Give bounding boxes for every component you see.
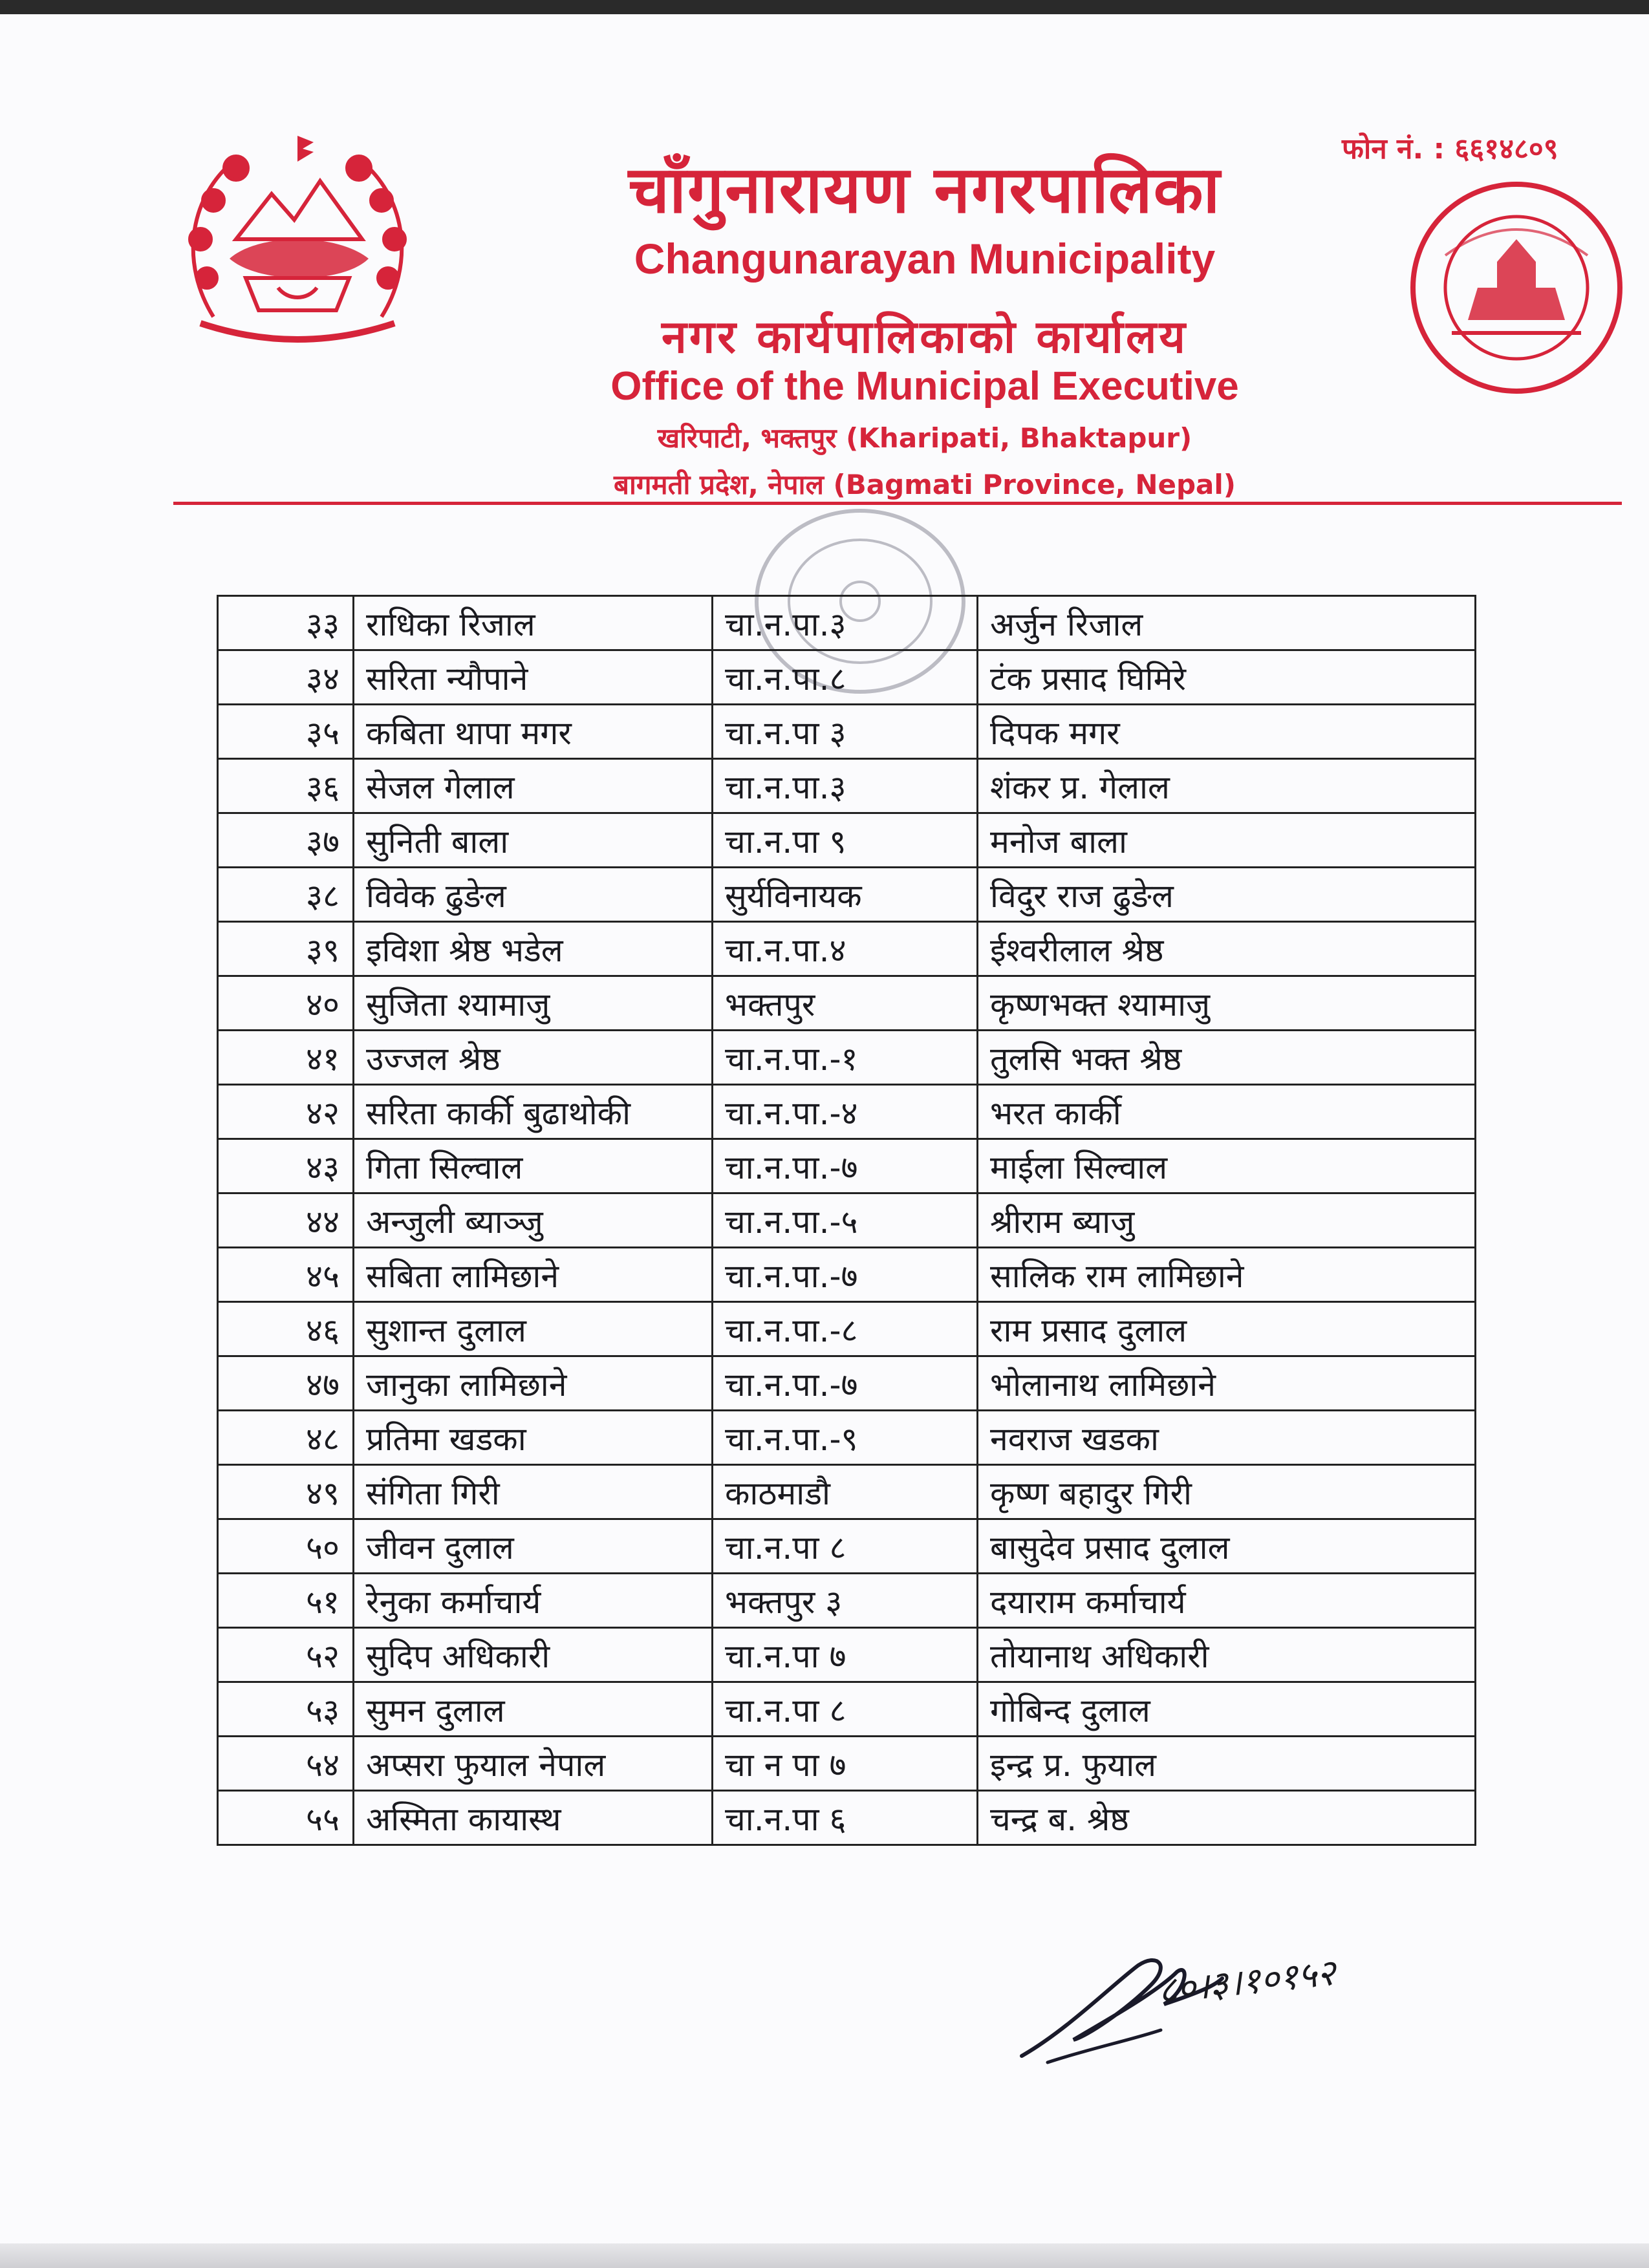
table-row	[218, 813, 1476, 868]
serial-number-cell: ४२	[218, 1085, 354, 1139]
guardian-name-cell: ईश्वरीलाल श्रेष्ठ	[978, 922, 1476, 976]
table-row	[218, 1628, 1476, 1682]
address-cell: चा.न.पा.-१	[713, 1031, 978, 1085]
serial-number-cell: ३५	[218, 705, 354, 759]
serial-number-cell: ४५	[218, 1248, 354, 1302]
student-name-cell: जानुका लामिछाने	[354, 1356, 713, 1411]
serial-number-cell: ५४	[218, 1737, 354, 1791]
student-name-cell: राधिका रिजाल	[354, 596, 713, 650]
table-row	[218, 759, 1476, 813]
table-row	[218, 1139, 1476, 1193]
student-name-cell: सुजिता श्यामाजु	[354, 976, 713, 1031]
student-name-cell: अस्मिता कायास्थ	[354, 1791, 713, 1845]
student-name-cell: अप्सरा फुयाल नेपाल	[354, 1737, 713, 1791]
address-cell: चा.न.पा.-५	[713, 1193, 978, 1248]
serial-number-cell: ३८	[218, 868, 354, 922]
municipality-title-np: चाँगुनारायण नगरपालिका	[628, 152, 1222, 228]
address-line-1: खरिपाटी, भक्तपुर (Kharipati, Bhaktapur)	[657, 422, 1192, 454]
student-name-cell: रेनुका कर्माचार्य	[354, 1574, 713, 1628]
address-cell: चा.न.पा ८	[713, 1519, 978, 1574]
address-cell: चा.न.पा ८	[713, 1682, 978, 1737]
table-row	[218, 1031, 1476, 1085]
serial-number-cell: ३७	[218, 813, 354, 868]
table-row	[218, 1737, 1476, 1791]
serial-number-cell: ३६	[218, 759, 354, 813]
student-name-cell: सुमन दुलाल	[354, 1682, 713, 1737]
student-name-cell: सुशान्त दुलाल	[354, 1302, 713, 1356]
serial-number-cell: ५०	[218, 1519, 354, 1574]
student-name-cell: जीवन दुलाल	[354, 1519, 713, 1574]
student-name-cell: गिता सिल्वाल	[354, 1139, 713, 1193]
student-name-cell: इविशा श्रेष्ठ भडेल	[354, 922, 713, 976]
guardian-name-cell: गोबिन्द दुलाल	[978, 1682, 1476, 1737]
table-row	[218, 650, 1476, 705]
municipality-seal-icon	[1406, 178, 1626, 398]
office-title-en: Office of the Municipal Executive	[610, 364, 1239, 409]
table-row	[218, 1791, 1476, 1845]
address-cell: चा.न.पा ३	[713, 705, 978, 759]
table-row	[218, 1302, 1476, 1356]
serial-number-cell: ४१	[218, 1031, 354, 1085]
student-list-table	[217, 595, 1476, 1846]
address-cell: चा.न.पा.-७	[713, 1248, 978, 1302]
table-row	[218, 1519, 1476, 1574]
address-cell: चा.न.पा.-७	[713, 1139, 978, 1193]
guardian-name-cell: सालिक राम लामिछाने	[978, 1248, 1476, 1302]
office-title-np: नगर कार्यपालिकाको कार्यालय	[661, 310, 1189, 363]
guardian-name-cell: श्रीराम ब्याजु	[978, 1193, 1476, 1248]
serial-number-cell: ४७	[218, 1356, 354, 1411]
table-row	[218, 1193, 1476, 1248]
guardian-name-cell: इन्द्र प्र. फुयाल	[978, 1737, 1476, 1791]
serial-number-cell: ४८	[218, 1411, 354, 1465]
guardian-name-cell: टंक प्रसाद घिमिरे	[978, 650, 1476, 705]
address-cell: चा.न.पा.४	[713, 922, 978, 976]
student-name-cell: सुनिती बाला	[354, 813, 713, 868]
guardian-name-cell: तुलसि भक्त श्रेष्ठ	[978, 1031, 1476, 1085]
student-name-cell: सबिता लामिछाने	[354, 1248, 713, 1302]
address-cell: चा.न.पा.३	[713, 596, 978, 650]
address-cell: काठमाडौ	[713, 1465, 978, 1519]
address-line-2: बागमती प्रदेश, नेपाल (Bagmati Province, Nepal)	[614, 469, 1236, 500]
guardian-name-cell: कृष्ण बहादुर गिरी	[978, 1465, 1476, 1519]
table-row	[218, 1248, 1476, 1302]
guardian-name-cell: राम प्रसाद दुलाल	[978, 1302, 1476, 1356]
address-cell: चा.न.पा ६	[713, 1791, 978, 1845]
student-name-cell: सरिता न्यौपाने	[354, 650, 713, 705]
table-row	[218, 976, 1476, 1031]
scan-edge-bottom	[0, 2243, 1649, 2268]
student-name-cell: सरिता कार्की बुढाथोकी	[354, 1085, 713, 1139]
serial-number-cell: ४६	[218, 1302, 354, 1356]
guardian-name-cell: कृष्णभक्त श्यामाजु	[978, 976, 1476, 1031]
serial-number-cell: ५२	[218, 1628, 354, 1682]
student-name-cell: अन्जुली ब्याञ्जु	[354, 1193, 713, 1248]
serial-number-cell: ३९	[218, 922, 354, 976]
guardian-name-cell: दिपक मगर	[978, 705, 1476, 759]
address-cell: चा.न.पा.८	[713, 650, 978, 705]
address-cell: भक्तपुर ३	[713, 1574, 978, 1628]
table-row	[218, 1574, 1476, 1628]
address-cell: सुर्यविनायक	[713, 868, 978, 922]
student-name-cell: विवेक ढुङेल	[354, 868, 713, 922]
serial-number-cell: ५५	[218, 1791, 354, 1845]
guardian-name-cell: अर्जुन रिजाल	[978, 596, 1476, 650]
address-cell: चा.न.पा.३	[713, 759, 978, 813]
table-row	[218, 868, 1476, 922]
nepal-emblem-icon	[175, 123, 420, 356]
student-name-cell: सुदिप अधिकारी	[354, 1628, 713, 1682]
scan-edge-top	[0, 0, 1649, 14]
guardian-name-cell: नवराज खडका	[978, 1411, 1476, 1465]
serial-number-cell: ४०	[218, 976, 354, 1031]
serial-number-cell: ५१	[218, 1574, 354, 1628]
serial-number-cell: ३४	[218, 650, 354, 705]
address-cell: चा.न.पा.-८	[713, 1302, 978, 1356]
table-row	[218, 596, 1476, 650]
table-row	[218, 1465, 1476, 1519]
serial-number-cell: ४४	[218, 1193, 354, 1248]
address-cell: चा.न.पा.-७	[713, 1356, 978, 1411]
serial-number-cell: ३३	[218, 596, 354, 650]
table-row	[218, 705, 1476, 759]
address-cell: चा.न.पा ७	[713, 1628, 978, 1682]
student-name-cell: प्रतिमा खडका	[354, 1411, 713, 1465]
guardian-name-cell: माईला सिल्वाल	[978, 1139, 1476, 1193]
address-cell: चा.न.पा.-९	[713, 1411, 978, 1465]
guardian-name-cell: भोलानाथ लामिछाने	[978, 1356, 1476, 1411]
table-row	[218, 922, 1476, 976]
student-name-cell: उज्जल श्रेष्ठ	[354, 1031, 713, 1085]
phone-number: फोन नं. : ६६१४८०९	[1342, 133, 1558, 166]
table-row	[218, 1682, 1476, 1737]
guardian-name-cell: भरत कार्की	[978, 1085, 1476, 1139]
table-row	[218, 1356, 1476, 1411]
address-cell: चा न पा ७	[713, 1737, 978, 1791]
guardian-name-cell: बासुदेव प्रसाद दुलाल	[978, 1519, 1476, 1574]
address-cell: चा.न.पा ९	[713, 813, 978, 868]
student-name-cell: कबिता थापा मगर	[354, 705, 713, 759]
table-row	[218, 1411, 1476, 1465]
guardian-name-cell: विदुर राज ढुङेल	[978, 868, 1476, 922]
municipality-title-en: Changunarayan Municipality	[634, 235, 1216, 283]
address-cell: चा.न.पा.-४	[713, 1085, 978, 1139]
serial-number-cell: ५३	[218, 1682, 354, 1737]
student-name-cell: सेजल गेलाल	[354, 759, 713, 813]
guardian-name-cell: तोयानाथ अधिकारी	[978, 1628, 1476, 1682]
guardian-name-cell: मनोज बाला	[978, 813, 1476, 868]
signature-date: ८०।३।१०१५२	[1156, 1951, 1338, 2013]
guardian-name-cell: दयाराम कर्माचार्य	[978, 1574, 1476, 1628]
table-row	[218, 1085, 1476, 1139]
address-cell: भक्तपुर	[713, 976, 978, 1031]
serial-number-cell: ४९	[218, 1465, 354, 1519]
guardian-name-cell: शंकर प्र. गेलाल	[978, 759, 1476, 813]
serial-number-cell: ४३	[218, 1139, 354, 1193]
guardian-name-cell: चन्द्र ब. श्रेष्ठ	[978, 1791, 1476, 1845]
student-name-cell: संगिता गिरी	[354, 1465, 713, 1519]
